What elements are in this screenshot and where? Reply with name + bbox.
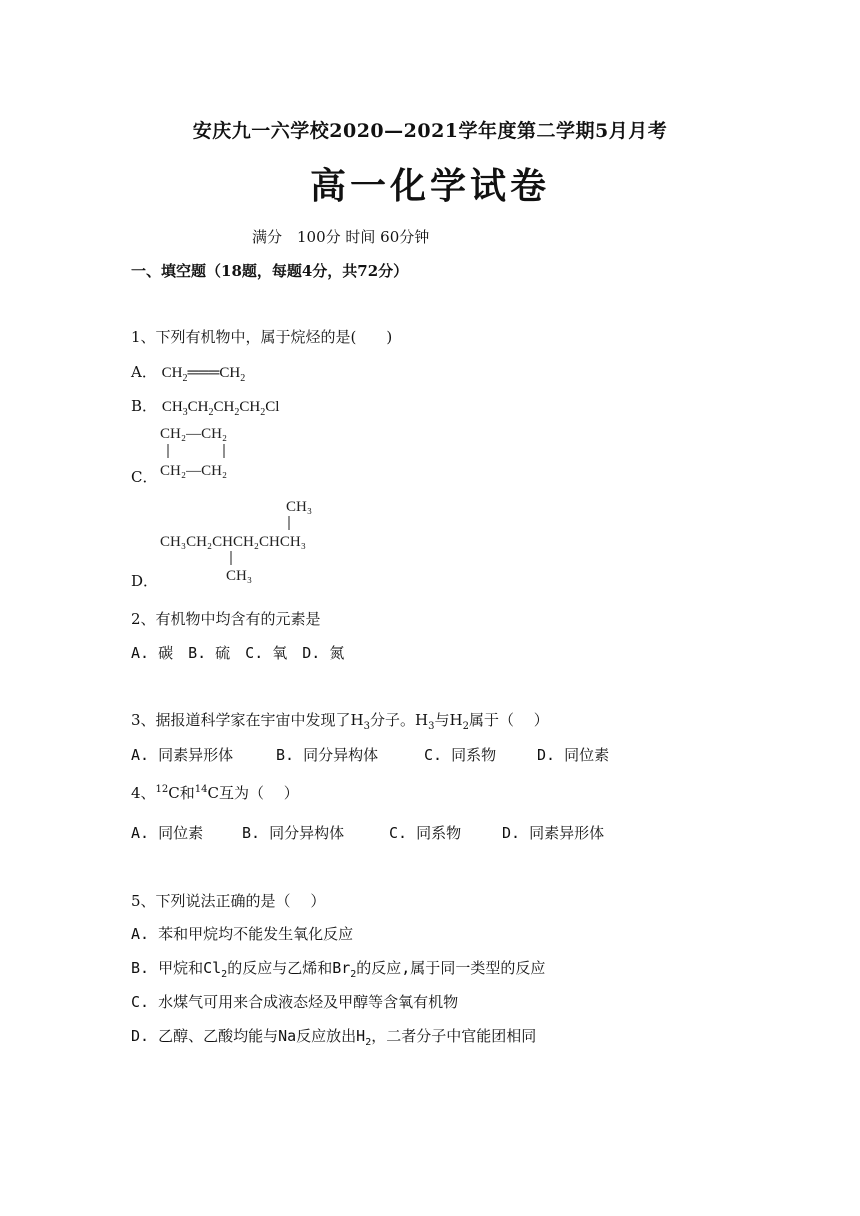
q3-option-c: C. 同系物	[424, 746, 497, 764]
option-label: A．	[131, 363, 157, 381]
subscript: 2	[350, 969, 357, 980]
d-bottom-methyl: CH₃	[226, 568, 253, 584]
q1-stem: 1、下列有机物中，属于烷烃的是( )	[131, 328, 393, 346]
q4-option-b: B. 同分异构体	[242, 824, 345, 842]
cyclobutane-structure	[158, 420, 268, 482]
q3-stem-part: 属于（ ）	[468, 711, 549, 729]
q5-option-a: A. 苯和甲烷均不能发生氧化反应	[131, 925, 354, 943]
d-main-chain: CH₃CH₂CHCH₂CHCH₃	[160, 534, 306, 550]
q3-option-a: A. 同素异形体	[131, 746, 234, 764]
q4-stem-part: 4、	[131, 784, 156, 802]
d-top-methyl: CH₃	[286, 499, 313, 515]
q4-stem-part: C和	[168, 784, 195, 802]
q5-option-b	[131, 957, 545, 980]
q3-option-b: B. 同分异构体	[276, 746, 379, 764]
q5-b-part: 的反应与乙烯和Br	[227, 959, 351, 977]
subscript: 2	[221, 969, 228, 980]
q5-stem: 5、下列说法正确的是（ ）	[131, 892, 326, 910]
superscript: 14	[194, 784, 208, 795]
superscript: 12	[155, 784, 169, 795]
q3-stem	[131, 709, 549, 732]
q5-option-d	[131, 1025, 536, 1048]
q4-option-a: A. 同位素	[131, 824, 204, 842]
subscript: 3	[428, 721, 435, 732]
q3-stem-part: 分子。H	[370, 711, 429, 729]
school-exam-line: 安庆九一六学校2020—2021学年度第二学期5月月考	[192, 120, 668, 142]
q4-option-c: C. 同系物	[389, 824, 462, 842]
q5-b-part: 的反应,属于同一类型的反应	[356, 959, 546, 977]
q1-option-a	[131, 361, 245, 384]
q1-option-d-label: D．	[131, 572, 159, 590]
q5-option-c: C. 水煤气可用来合成液态烃及甲醇等含氧有机物	[131, 993, 459, 1011]
q3-stem-part: 与H	[434, 711, 463, 729]
q2-stem: 2、有机物中均含有的元素是	[131, 610, 321, 628]
q4-stem-part: C互为（ ）	[207, 784, 299, 802]
q5-b-part: B. 甲烷和Cl	[131, 959, 222, 977]
dimethylhexane-structure	[158, 495, 358, 585]
page-title: 高一化学试卷	[309, 165, 550, 207]
exam-meta: 满分 100分 时间 60分钟	[252, 228, 430, 246]
c-bottom-row: CH₂—CH₂	[160, 463, 228, 479]
q2-options: A. 碳 B. 硫 C. 氧 D. 氮	[131, 644, 345, 662]
q4-option-d: D. 同素异形体	[502, 824, 605, 842]
formula-chlorobutane: $CH_3CH_2CH_2CH_2Cl$	[161, 399, 280, 418]
q3-stem-part: 3、据报道科学家在宇宙中发现了H	[131, 711, 364, 729]
c-top-row: CH₂—CH₂	[160, 426, 228, 442]
q5-d-part: ，二者分子中官能团相同	[371, 1027, 537, 1045]
option-label: B．	[131, 397, 158, 415]
q5-d-part: D. 乙醇、乙酸均能与Na反应放出H	[131, 1027, 366, 1045]
subscript: 3	[363, 721, 371, 732]
subscript: 2	[462, 721, 469, 732]
q4-stem	[131, 782, 299, 803]
q1-option-b	[131, 395, 279, 418]
q1-option-c-label: C．	[131, 468, 158, 486]
q3-option-d: D. 同位素	[537, 746, 610, 764]
section-heading: 一、填空题（18题，每题4分，共72分）	[131, 262, 409, 280]
formula-ethylene: $CH_2═══CH_2$	[161, 365, 246, 384]
subscript: 2	[365, 1037, 372, 1048]
